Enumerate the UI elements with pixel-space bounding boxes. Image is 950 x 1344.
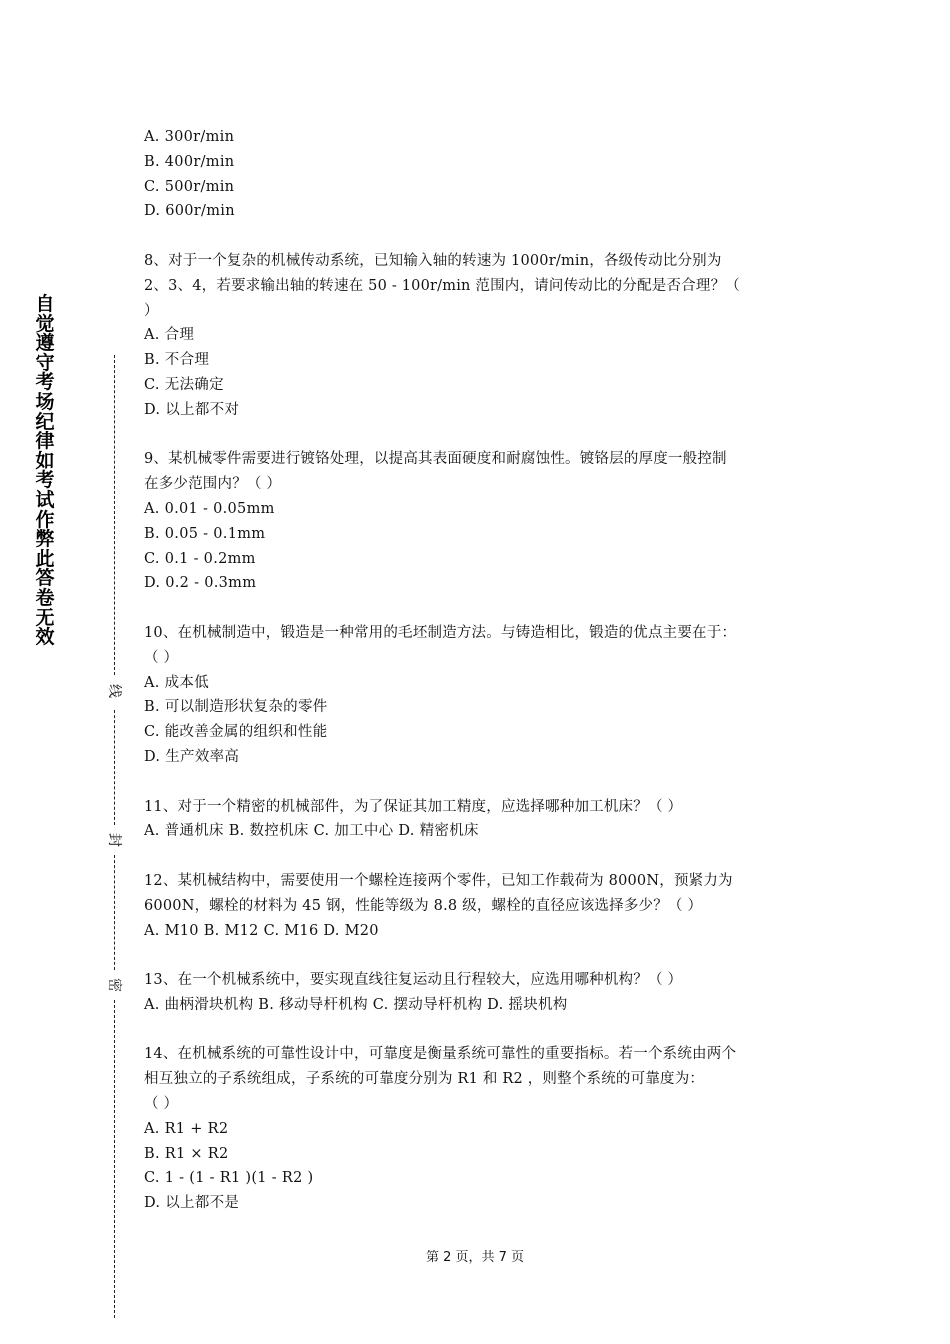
option: D. 以上都不对	[144, 401, 240, 418]
option: B. R1 × R2	[144, 1145, 229, 1162]
binding-line	[114, 710, 115, 825]
binding-line	[114, 855, 115, 970]
option: D. 以上都不是	[144, 1195, 240, 1212]
option: A. 成本低	[144, 674, 209, 691]
stem-line: 6000N，螺栓的材料为 45 钢，性能等级为 8.8 级，螺栓的直径应该选择多少？（ ）	[144, 897, 703, 914]
option: D. 0.2 - 0.3mm	[144, 575, 257, 592]
option: D. 生产效率高	[144, 748, 240, 765]
leading-options	[144, 125, 814, 224]
stem-line: 8、对于一个复杂的机械传动系统，已知输入轴的转速为 1000r/min，各级传动比分别为	[144, 252, 722, 269]
stem-line: 14、在机械系统的可靠性设计中，可靠度是衡量系统可靠性的重要指标。若一个系统由两个	[144, 1046, 737, 1063]
stem-line: （ ）	[144, 649, 179, 666]
option: C. 1 - (1 - R1 )(1 - R2 )	[144, 1170, 314, 1187]
question-10	[144, 621, 814, 770]
option: A. R1 + R2	[144, 1120, 229, 1137]
question-stem	[144, 621, 814, 671]
stem-line: 11、对于一个精密的机械部件，为了保证其加工精度，应选择哪种加工机床？（ ）	[144, 798, 683, 815]
page-footer: 第 2 页，共 7 页	[425, 1250, 525, 1265]
question-12	[144, 869, 814, 943]
binding-line	[114, 355, 115, 675]
stem-line: ）	[144, 302, 159, 319]
stem-line: 相互独立的子系统组成，子系统的可靠度分别为 R1 和 R2 ，则整个系统的可靠度为：	[144, 1071, 705, 1088]
exam-content	[144, 125, 814, 1216]
stem-line: 9、某机械零件需要进行镀铬处理，以提高其表面硬度和耐腐蚀性。镀铬层的厚度一般控制	[144, 451, 727, 468]
stem-line: 13、在一个机械系统中，要实现直线往复运动且行程较大，应选用哪种机构？（ ）	[144, 972, 683, 989]
binding-line	[114, 1000, 115, 1318]
option: A. 合理	[144, 327, 195, 344]
question-stem	[144, 447, 814, 497]
option: C. 500r/min	[144, 178, 235, 195]
question-stem	[144, 1042, 814, 1116]
option: A. 300r/min	[144, 129, 235, 145]
option: C. 无法确定	[144, 376, 224, 393]
stem-line: 12、某机械结构中，需要使用一个螺栓连接两个零件，已知工作载荷为 8000N，预紧力为	[144, 872, 733, 889]
stem-line: 10、在机械制造中，锻造是一种常用的毛坯制造方法。与铸造相比，锻造的优点主要在于：	[144, 624, 737, 641]
question-9	[144, 447, 814, 596]
option: C. 0.1 - 0.2mm	[144, 550, 256, 567]
question-14	[144, 1042, 814, 1216]
question-13	[144, 968, 814, 1018]
binding-char-dense: 密	[104, 974, 124, 996]
stem-line: （ ）	[144, 1096, 179, 1113]
option: A. M10 B. M12 C. M16 D. M20	[144, 922, 379, 939]
binding-char-line: 线	[104, 680, 124, 702]
stem-line: 在多少范围内？（ ）	[144, 476, 282, 493]
option: B. 400r/min	[144, 153, 235, 170]
option: D. 600r/min	[144, 203, 235, 220]
option: B. 可以制造形状复杂的零件	[144, 699, 328, 716]
binding-char-seal: 封	[104, 829, 124, 851]
option: A. 0.01 - 0.05mm	[144, 500, 275, 517]
option: B. 0.05 - 0.1mm	[144, 525, 266, 542]
option: B. 不合理	[144, 352, 210, 369]
question-stem	[144, 795, 814, 820]
option: A. 曲柄滑块机构 B. 移动导杆机构 C. 摆动导杆机构 D. 摇块机构	[144, 996, 568, 1013]
question-stem	[144, 968, 814, 993]
side-notice: 自觉遵守考场纪律如考试作弊此答卷无效	[35, 293, 55, 649]
question-stem	[144, 249, 814, 323]
question-stem	[144, 869, 814, 919]
question-11	[144, 795, 814, 845]
option: C. 能改善金属的组织和性能	[144, 724, 328, 741]
question-8	[144, 249, 814, 423]
option: A. 普通机床 B. 数控机床 C. 加工中心 D. 精密机床	[144, 823, 479, 840]
stem-line: 2、3、4，若要求输出轴的转速在 50 - 100r/min 范围内，请问传动比的分配是否合理？（	[144, 277, 740, 294]
